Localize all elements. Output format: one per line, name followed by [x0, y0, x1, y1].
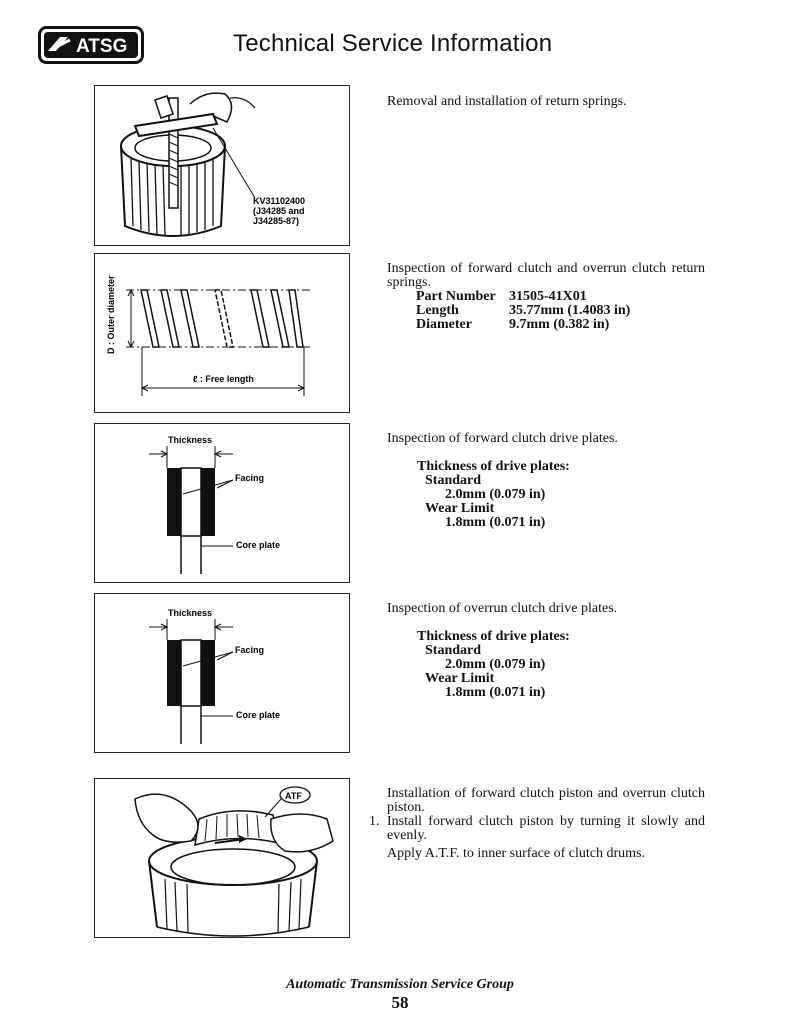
spec-heading: Thickness of drive plates:: [417, 459, 570, 474]
figure-overrun-drive-plate: [94, 593, 350, 753]
tool-label-line1: KV31102400: [253, 196, 306, 206]
caption-piston-installation: Installation of forward clutch piston and overrun clutch piston.: [387, 786, 705, 815]
caption-return-springs-removal: Removal and installation of return springs.: [387, 94, 627, 109]
return-springs-inspection: [387, 262, 705, 332]
page-number: 58: [391, 993, 409, 1012]
step-text: Install forward clutch piston by turning it slowly and evenly.: [387, 814, 705, 843]
outer-diameter-label: D : Outer diameter: [106, 275, 116, 354]
spec-heading: Thickness of drive plates:: [417, 629, 570, 644]
logo-text: ATSG: [76, 36, 128, 57]
facing-label: Facing: [235, 473, 265, 483]
atf-label: ATF: [285, 791, 302, 801]
wear-limit-value: 1.8mm (0.071 in): [445, 685, 546, 700]
spec-row-length: Length 35.77mm (1.4083 in): [416, 303, 631, 318]
standard-label: Standard: [425, 473, 482, 488]
caption-forward-drive-plates: Inspection of forward clutch drive plates.: [387, 431, 618, 446]
step-number: 1.: [369, 814, 380, 829]
spring-spec-table: [387, 290, 705, 332]
figure-forward-drive-plate: [94, 423, 350, 583]
tool-label-line3: J34285-87): [253, 216, 300, 226]
core-plate-label: Core plate: [236, 710, 281, 720]
figure-spring-compressor: [94, 85, 350, 246]
standard-label: Standard: [425, 643, 482, 658]
wear-limit-value: 1.8mm (0.071 in): [445, 515, 546, 530]
atsg-logo: [38, 26, 144, 69]
spec-row-diameter: Diameter 9.7mm (0.382 in): [416, 317, 610, 332]
figure-return-spring-dimensions: [94, 253, 350, 413]
wear-limit-label: Wear Limit: [425, 671, 495, 686]
standard-value: 2.0mm (0.079 in): [445, 487, 546, 502]
free-length-label: ℓ : Free length: [193, 374, 254, 384]
step-1: [369, 815, 705, 843]
piston-installation-text: [369, 786, 705, 861]
core-plate-label: Core plate: [236, 540, 281, 550]
standard-value: 2.0mm (0.079 in): [445, 657, 546, 672]
page-title: Technical Service Information: [233, 30, 553, 57]
atf-note: Apply A.T.F. to inner surface of clutch drums.: [387, 846, 645, 861]
figure-piston-installation: [94, 778, 350, 938]
overrun-drive-plate-inspection: [387, 602, 705, 700]
forward-drive-plate-inspection: [387, 432, 705, 530]
thickness-label: Thickness: [168, 435, 213, 445]
wear-limit-label: Wear Limit: [425, 501, 495, 516]
thickness-label: Thickness: [168, 608, 213, 618]
spec-row-part-number: Part Number 31505-41X01: [416, 289, 587, 304]
caption-return-springs-inspection: Inspection of forward clutch and overrun clutch return springs.: [387, 261, 705, 290]
caption-overrun-drive-plates: Inspection of overrun clutch drive plates.: [387, 601, 618, 616]
facing-label: Facing: [235, 645, 265, 655]
footer-group-name: Automatic Transmission Service Group: [286, 977, 514, 992]
tool-label-line2: (J34285 and: [253, 206, 305, 216]
